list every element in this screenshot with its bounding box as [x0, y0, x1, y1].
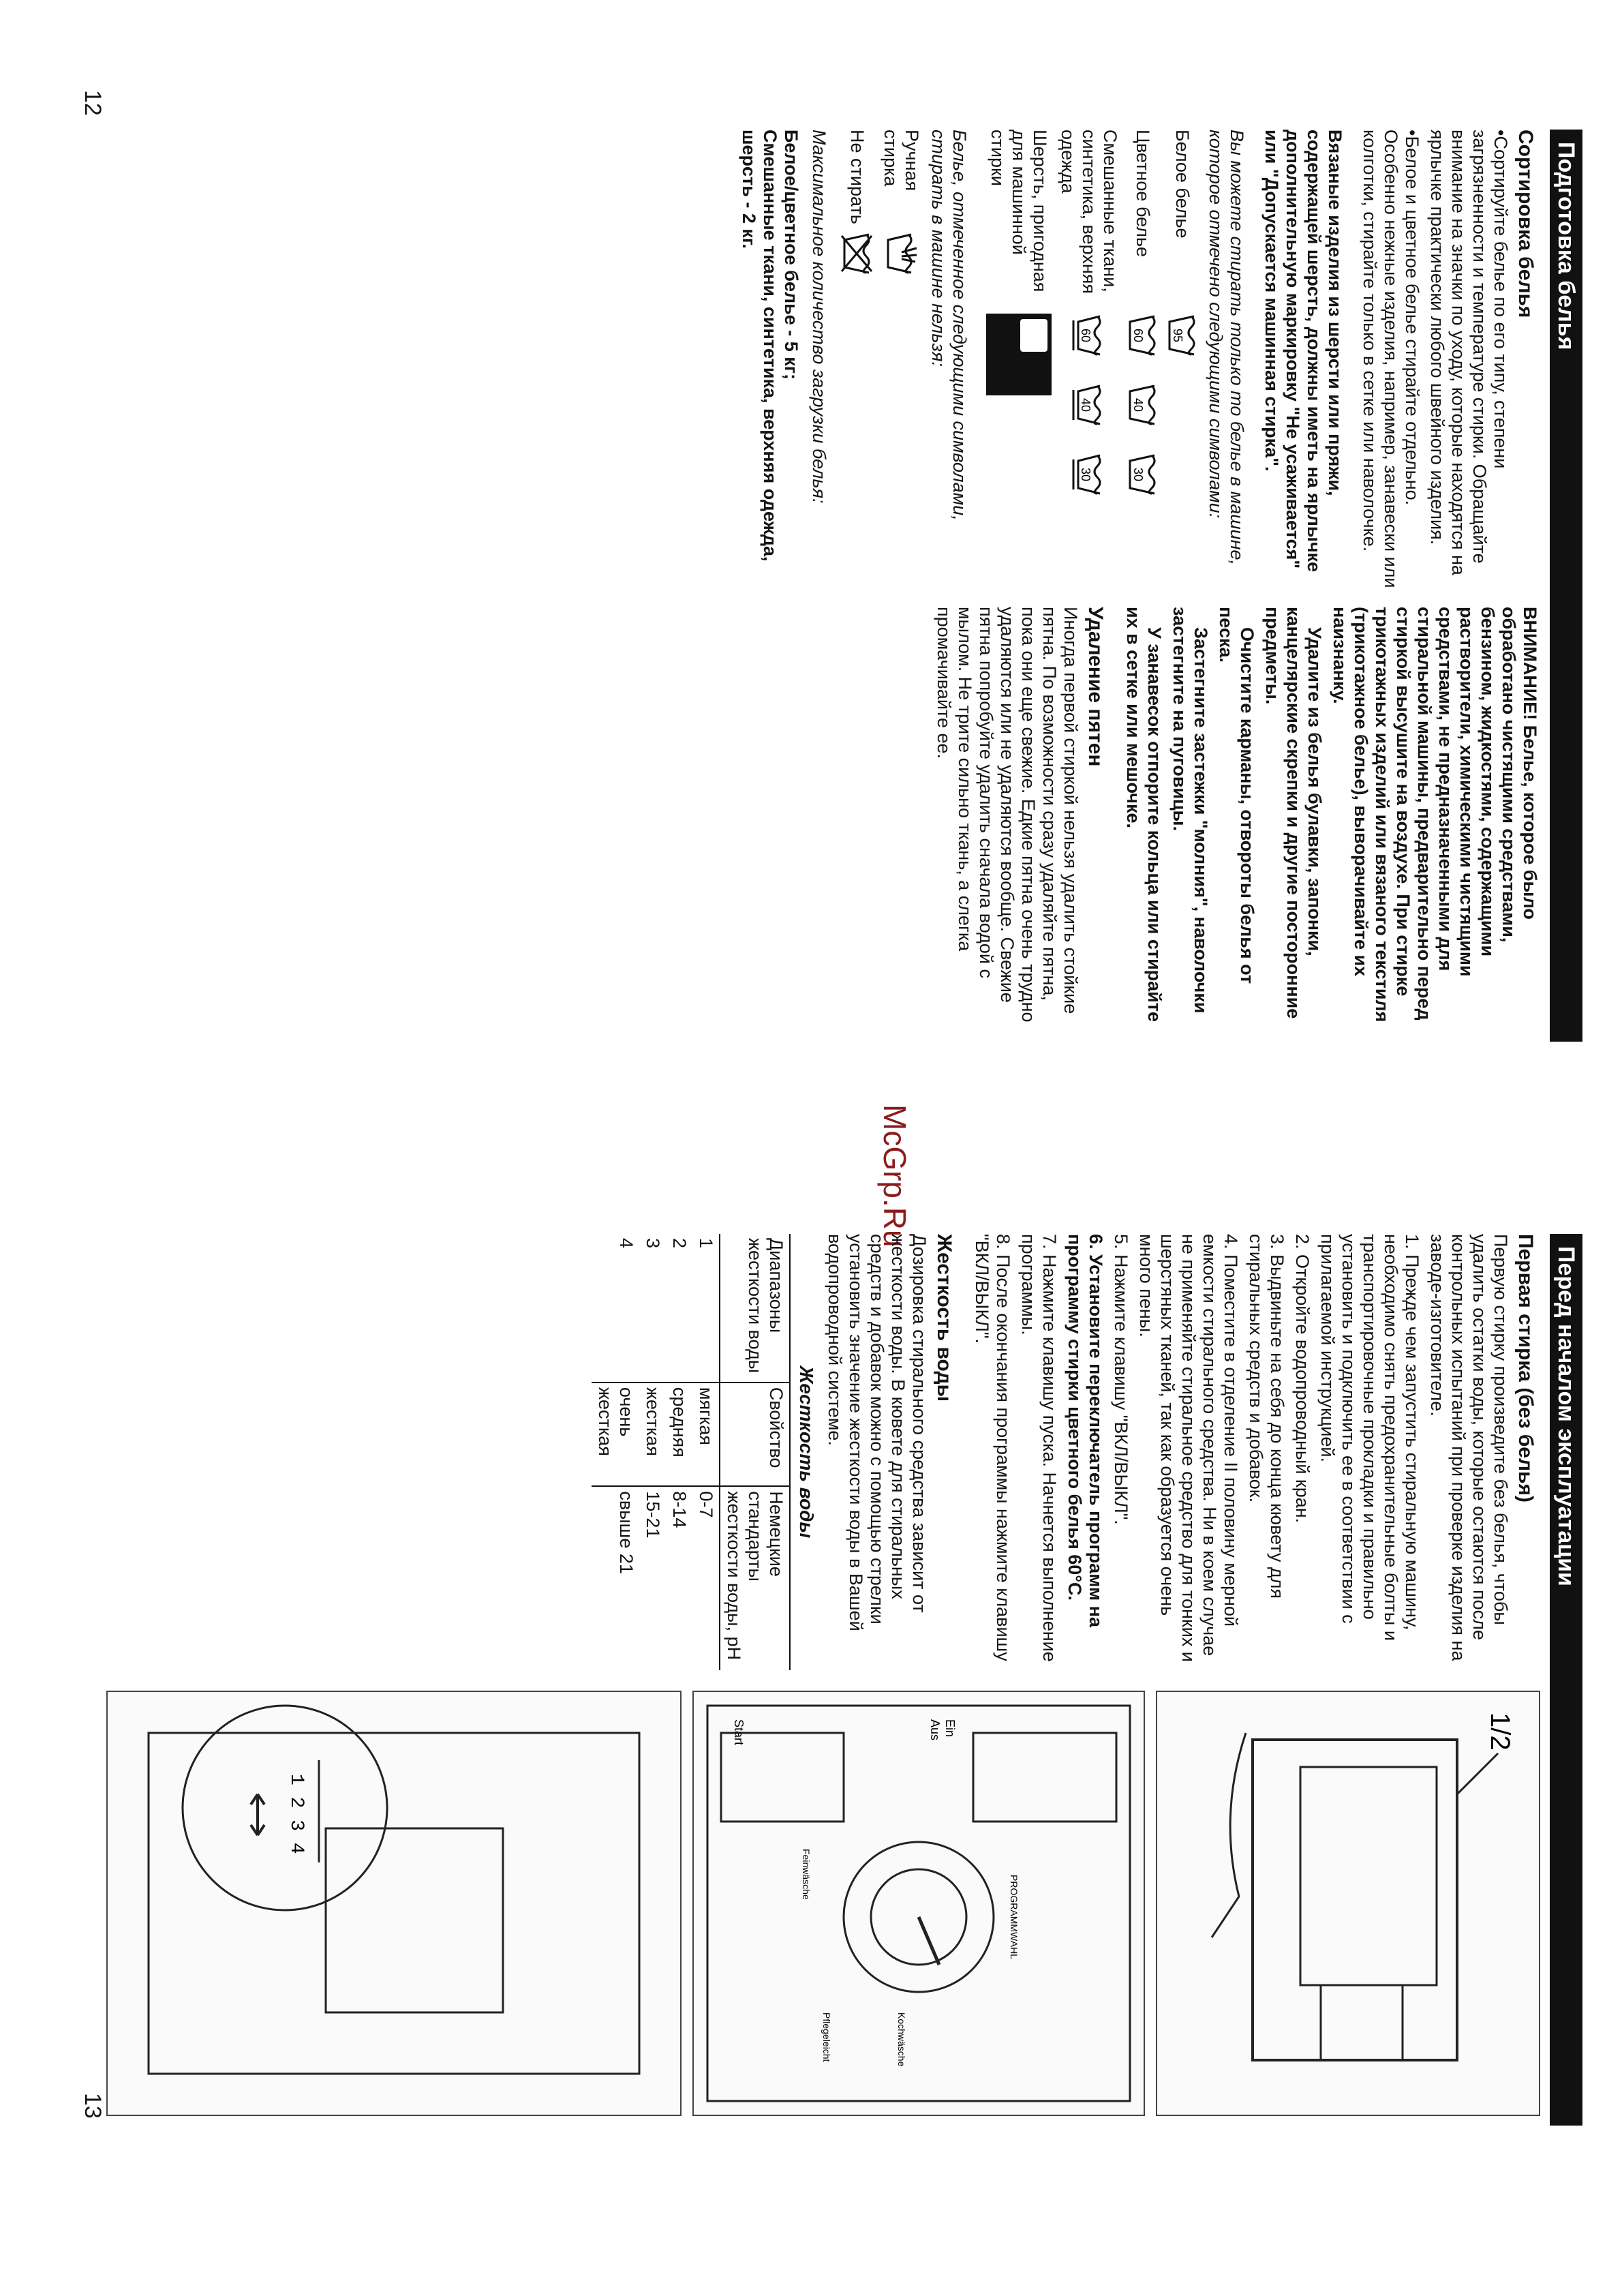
- max-load-1: Белое/цветное белье - 5 кг;: [781, 130, 801, 380]
- left-column: [109, 130, 1540, 593]
- control-panel-illustration: [692, 1691, 1145, 2116]
- site-logo: McGrp.Ru: [877, 1104, 913, 1248]
- table-row: [639, 1234, 666, 1670]
- panel-program-label: PROGRAMMWAHL: [1009, 1875, 1020, 1959]
- right-page-header: Перед началом эксплуатации: [1550, 1234, 1582, 2126]
- no-wash-row: [840, 130, 874, 593]
- table-cell: очень жесткая: [592, 1383, 639, 1487]
- care-row-label: Цветное белье: [1133, 130, 1154, 258]
- sort-paragraph-1: • Сортируйте белье по его типу, степени загрязненности и температуре стирки. Обращайте внимание на значки по уходу, которые находятся на ярлычке практически любого швейного изделия.: [1426, 130, 1511, 593]
- wash-40-gentle-icon: [1072, 383, 1106, 427]
- stains-title: Удаление пятен: [1084, 607, 1107, 767]
- wash-temp-text: 40: [1079, 397, 1093, 412]
- table-cell: 3: [643, 1238, 663, 1249]
- table-cell: 15-21: [639, 1486, 666, 1670]
- control-panel-drawing: [694, 1692, 1144, 2115]
- table-cell: свыше 21: [592, 1486, 639, 1670]
- dispenser-drawer-illustration: [1156, 1691, 1540, 2116]
- hardness-text: Дозировка стирального средства зависит от жесткости воды. В кювете для стиральных средств и добавок можно с помощью стрелки установить значение жесткости воды в Вашей водопроводной системе.: [825, 1234, 930, 1631]
- hand-wash-icon: [884, 232, 918, 275]
- table-cell: мягкая: [692, 1383, 720, 1487]
- wash-temp-text: 95: [1171, 328, 1184, 343]
- step-2: 2. Откройте водопроводный кран.: [1292, 1234, 1313, 1524]
- no-wash-label: Не стирать: [847, 130, 868, 224]
- not-machine-text: Белье, отмеченное следующими символами, стирать в машине нельзя:: [928, 130, 970, 521]
- hardness-dial-drawing: [108, 1692, 680, 2115]
- care-row-color: [1126, 130, 1160, 593]
- hardness-dial-illustration: [106, 1691, 682, 2116]
- remove-pins-text: Удалите из белья булавки, запонки, канцелярские скрепки и другие посторонние предметы.: [1262, 607, 1325, 1019]
- table-header: Свойство: [720, 1383, 790, 1487]
- care-row-label: Белое белье: [1172, 130, 1193, 239]
- care-row-white: [1165, 130, 1199, 593]
- care-row-label: Смешанные ткани, синтетика, верхняя одежда: [1058, 130, 1120, 294]
- hardness-table: [592, 1234, 791, 1670]
- table-row: [666, 1234, 692, 1670]
- step-4: 4. Поместите в отделение II половину мерной емкости стирального средства. Ни в коем случае не применяйте стиральное средство для тонких и шерстяных тканей, так как образуется очень много пены.: [1136, 1234, 1241, 1662]
- panel-ein-label: Ein: [943, 1719, 957, 1738]
- hardness-title: Жесткость воды: [933, 1234, 955, 1402]
- stains-text: Иногда первой стиркой нельзя удалить стойкие пятна. По возможности сразу удаляйте пятна, пока они еще свежие. Едкие пятна очень трудно удаляются или не удаляются вообще. Свежие пятна попробуйте удалить сначала водой с мылом. Не трите сильно ткань, а слегка промачивайте ее.: [934, 607, 1081, 1023]
- sort-title: Сортировка белья: [1514, 130, 1537, 318]
- table-header: Диапазоны жесткости воды: [720, 1234, 790, 1383]
- step-7: 7. Нажмите клавишу пуска. Начнется выполнение программы.: [1018, 1234, 1060, 1662]
- hardness-table-caption: Жесткость воды: [796, 1365, 817, 1539]
- middle-column: [109, 607, 1540, 1029]
- left-page-header: Подготовка белья: [1550, 130, 1582, 1042]
- wash-95-icon: [1165, 314, 1199, 357]
- table-cell: 1: [696, 1238, 716, 1249]
- wash-30-icon: [1126, 453, 1160, 496]
- panel-pflege-label: Pflegeleicht: [821, 2012, 832, 2062]
- wash-30-gentle-icon: [1072, 453, 1106, 496]
- table-cell: 0-7: [692, 1486, 720, 1670]
- care-row-wool: [986, 130, 1052, 593]
- fig-half-label: 1/2: [1485, 1712, 1515, 1751]
- wash-temp-text: 60: [1131, 328, 1145, 343]
- table-cell: 2: [669, 1238, 690, 1249]
- hand-wash-row: [880, 130, 922, 593]
- table-header: Немецкие стандарты жесткости воды, pH: [720, 1486, 790, 1670]
- table-cell: жесткая: [639, 1383, 666, 1487]
- panel-fein-label: Feinwäsche: [801, 1849, 812, 1900]
- wash-temp-text: 30: [1079, 467, 1093, 482]
- step-8: 8. После окончания программы нажмите клавишу "ВКЛ/ВЫКЛ".: [972, 1234, 1013, 1661]
- wash-only-text: Вы можете стирать только то белье в машине, которое отмечено следующими символами:: [1206, 130, 1247, 566]
- step-5: 5. Нажмите клавишу "ВКЛ/ВЫКЛ".: [1111, 1234, 1131, 1525]
- wool-warning: Вязаные изделия из шерсти или пряжи, содержащей шерсть, должны иметь на ярлычке дополнительную маркировку "Не усаживается" или "Допускается машинная стирка".: [1261, 130, 1345, 573]
- do-not-wash-icon: [840, 232, 874, 275]
- step-3: 3. Выдвиньте на себя до конца кювету для стиральных средств и добавок.: [1246, 1234, 1287, 1599]
- table-row: [592, 1234, 639, 1670]
- curtains-text: У занавесок отпорите кольца или стирайте их в сетке или мешочке.: [1123, 607, 1165, 1023]
- attention-text: ВНИМАНИЕ! Белье, которое было обработано чистящими средствами, бензином, жидкостями, содержащими растворители, химическими чистящими средствами, не предназначенными для стиральной машины, предварительно перед стиркой высушите на воздухе. При стирке трикотажных изделий или вязаного текстиля (трикотажное белье), выворачивайте их наизнанку.: [1330, 607, 1540, 1023]
- zippers-text: Застегните застежки "молния", наволочки застегните на пуговицы.: [1169, 607, 1211, 1014]
- wash-60-icon: [1126, 314, 1160, 357]
- table-header-row: [720, 1234, 790, 1670]
- right-text-column: [109, 1234, 1540, 1670]
- hand-wash-label: Ручная стирка: [881, 130, 922, 192]
- table-row: [692, 1234, 720, 1670]
- dispenser-number-label: 1 2 3 4: [286, 1774, 307, 1854]
- care-row-mixed: [1057, 130, 1120, 593]
- step-1: 1. Прежде чем запустить стиральную машину, необходимо снять предохранительные болты и транспортировочные прокладки и правильно установить и подключить ее в соответствии с прилагаемой инструкцией.: [1317, 1234, 1422, 1641]
- wash-temp-text: 60: [1079, 328, 1093, 343]
- table-cell: 8-14: [666, 1486, 692, 1670]
- pockets-text: Очистите карманы, отвороты белья от песка.: [1216, 607, 1257, 984]
- right-page-number: 13: [80, 2093, 106, 2119]
- left-page-number: 12: [80, 90, 106, 116]
- panel-koch-label: Kochwäsche: [896, 2012, 907, 2067]
- wash-40-icon: [1126, 383, 1160, 427]
- dispenser-drawer-drawing: [1157, 1692, 1539, 2115]
- wash-temp-text: 30: [1131, 467, 1145, 482]
- sort-paragraph-2: • Белое и цветное белье стирайте отдельно. Особенно нежные изделия, например, занавески или колготки, стирайте только в сетке или наволочке.: [1359, 130, 1422, 593]
- first-wash-intro: Первую стирку произведите без белья, чтобы удалить остатки воды, которые остаются после контрольных испытаний при проверке изделия на заводе-изготовителе.: [1427, 1234, 1511, 1661]
- woolmark-icon: [986, 314, 1052, 395]
- step-6: 6. Установите переключатель программ на программу стирки цветного белья 60°C.: [1065, 1234, 1106, 1627]
- wash-temp-text: 40: [1131, 397, 1145, 412]
- max-load-2: Смешанные ткани, синтетика, верхняя одежда, шерсть - 2 кг.: [739, 130, 780, 562]
- max-load-intro: Максимальное количество загрузки белья:: [809, 130, 829, 504]
- panel-aus-label: Aus: [928, 1719, 942, 1741]
- panel-start-label: Start: [732, 1719, 746, 1746]
- wash-60-gentle-icon: [1072, 314, 1106, 357]
- care-row-label: Шерсть, пригодная для машинной стирки: [988, 130, 1051, 292]
- table-cell: средняя: [666, 1383, 692, 1487]
- table-cell: 4: [616, 1238, 637, 1249]
- first-wash-title: Первая стирка (без белья): [1514, 1234, 1537, 1502]
